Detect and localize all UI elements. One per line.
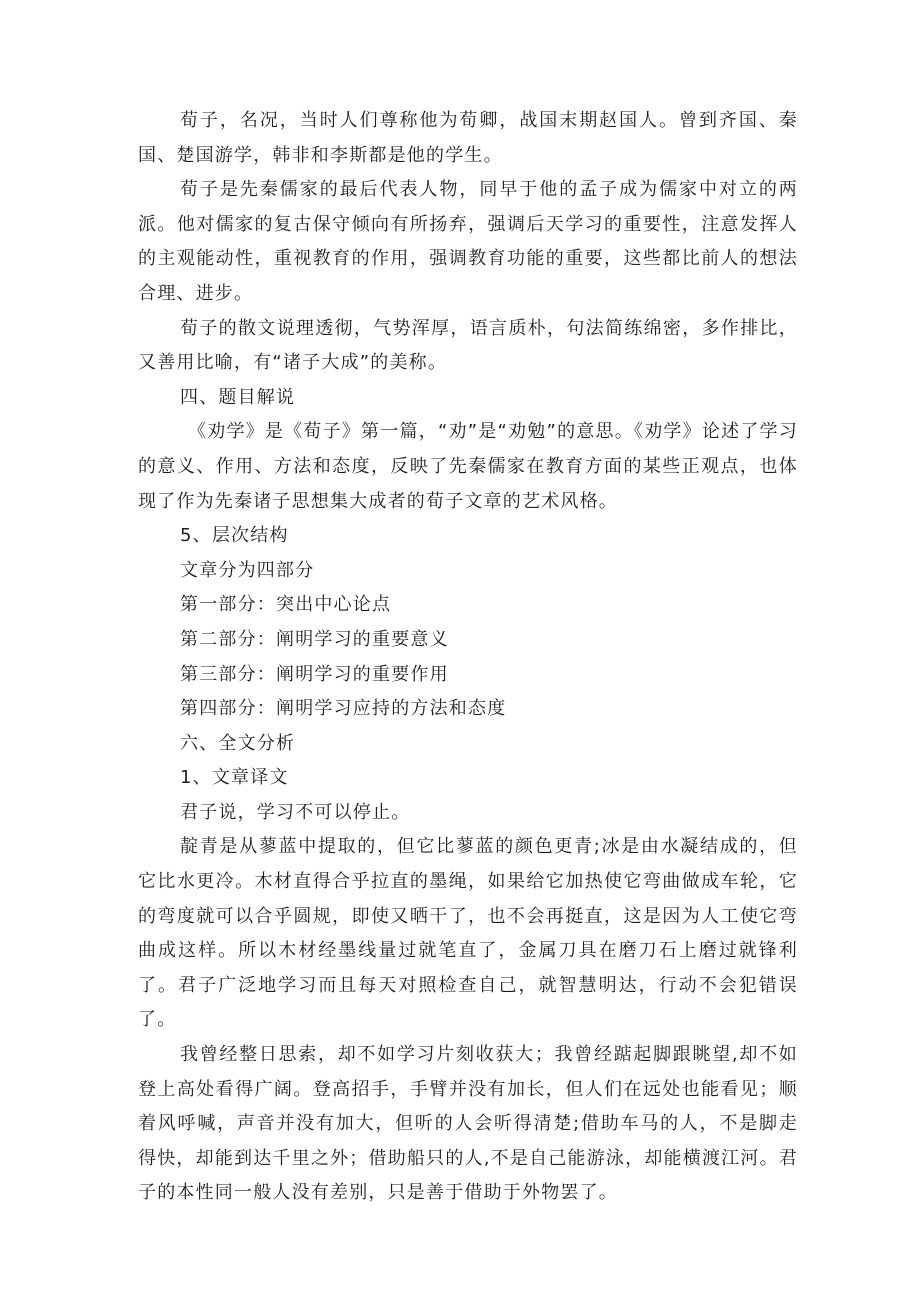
text-part-one: 第一部分：突出中心论点 xyxy=(180,594,392,616)
paragraph-xunzi-intro: 荀子，名况，当时人们尊称他为荀卿，战国末期赵国人。曾到齐国、秦国、楚国游学，韩非和李斯都是他的学生。 xyxy=(138,110,798,166)
paragraph-indigo: 靛青是从蓼蓝中提取的，但它比蓼蓝的颜色更青;冰是由水凝结成的，但它比水更冷。木材直得合乎拉直的墨绳，如果给它加热使它弯曲做成车轮，它的弯度就可以合乎圆规，即使又晒干了，也不会再挺直，这是因为人工使它弯曲成这样。所以木材经墨线量过就笔直了，金属刀具在磨刀石上磨过就锋利了。君子广泛地学习而且每天对照检查自己，就智慧明达，行动不会犯错误了。 xyxy=(138,836,798,1031)
heading-translation: 1、文章译文 xyxy=(180,767,289,789)
paragraph-learning-analogy: 我曾经整日思索，却不如学习片刻收获大；我曾经踮起脚跟眺望,却不如登上高处看得广阔。登高招手，手臂并没有加长，但人们在远处也能看见；顺着风呼喊，声音并没有加大，但听的人会听得清楚;借助车马的人，不是脚走得快，却能到达千里之外；借助船只的人,不是自己能游泳，却能横渡江河。君子的本性同一般人没有差别，只是善于借助于外物罢了。 xyxy=(138,1044,798,1204)
paragraph-quanxue-intro: 《劝学》是《荀子》第一篇，“劝”是“劝勉”的意思。《劝学》论述了学习的意义、作用、方法和态度，反映了先秦儒家在教育方面的某些正观点，也体现了作为先秦诸子思想集大成者的荀子文章的艺术风格。 xyxy=(138,421,798,512)
text-four-parts: 文章分为四部分 xyxy=(180,559,315,581)
text-part-three: 第三部分：阐明学习的重要作用 xyxy=(180,663,449,685)
heading-structure: 5、层次结构 xyxy=(180,525,289,547)
text-junzi-says: 君子说，学习不可以停止。 xyxy=(180,801,411,823)
text-part-four: 第四部分：阐明学习应持的方法和态度 xyxy=(180,698,507,720)
text-part-two: 第二部分：阐明学习的重要意义 xyxy=(180,628,449,650)
paragraph-xunzi-prose: 荀子的散文说理透彻，气势浑厚，语言质朴，句法简练绵密，多作排比，又善用比喻，有“诸子大成”的美称。 xyxy=(138,317,798,374)
document-page xyxy=(138,104,798,1211)
heading-full-analysis: 六、全文分析 xyxy=(180,732,296,754)
paragraph-xunzi-confucian: 荀子是先秦儒家的最后代表人物，同早于他的孟子成为儒家中对立的两派。他对儒家的复古保守倾向有所扬弃，强调后天学习的重要性，注意发挥人的主观能动性，重视教育的作用，强调教育功能的重要，这些都比前人的想法合理、进步。 xyxy=(138,179,798,304)
heading-title-explanation: 四、题目解说 xyxy=(180,386,296,408)
